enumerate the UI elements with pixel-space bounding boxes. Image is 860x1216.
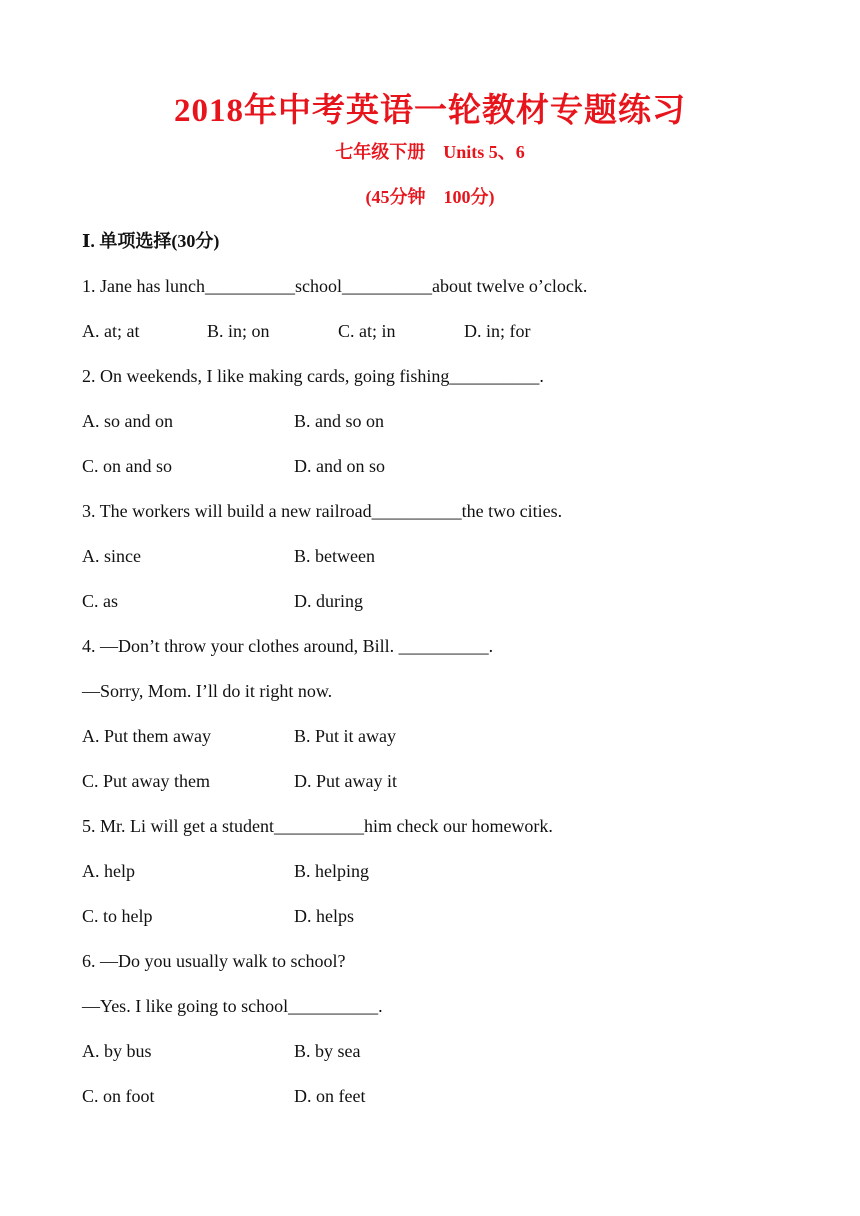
option-a: A. at; at bbox=[82, 321, 140, 341]
option-b: B. Put it away bbox=[294, 726, 396, 746]
option-c: C. on foot bbox=[82, 1086, 155, 1106]
option-b: B. between bbox=[294, 546, 375, 566]
question-stem: 4. —Don’t throw your clothes around, Bill. __________. bbox=[82, 636, 494, 656]
option-d: D. on feet bbox=[294, 1086, 366, 1106]
question-reply: —Sorry, Mom. I’ll do it right now. bbox=[82, 681, 333, 701]
option-d: D. and on so bbox=[294, 456, 385, 476]
option-c: C. at; in bbox=[338, 321, 396, 341]
option-a: A. Put them away bbox=[82, 726, 211, 746]
option-c: C. to help bbox=[82, 906, 153, 926]
question-stem: 2. On weekends, I like making cards, going fishing__________. bbox=[82, 366, 544, 386]
section-heading: Ⅰ. 单项选择(30分) bbox=[82, 231, 220, 251]
option-b: B. by sea bbox=[294, 1041, 361, 1061]
page-title: 2018年中考英语一轮教材专题练习 bbox=[174, 93, 686, 129]
option-c: C. on and so bbox=[82, 456, 172, 476]
question-stem: 1. Jane has lunch__________school__________about twelve o’clock. bbox=[82, 276, 588, 296]
option-a: A. help bbox=[82, 861, 135, 881]
question-reply: —Yes. I like going to school__________. bbox=[82, 996, 383, 1016]
question-stem: 5. Mr. Li will get a student__________him check our homework. bbox=[82, 816, 553, 836]
question-stem: 6. —Do you usually walk to school? bbox=[82, 951, 346, 971]
option-a: A. so and on bbox=[82, 411, 173, 431]
option-d: D. helps bbox=[294, 906, 354, 926]
option-c: C. Put away them bbox=[82, 771, 210, 791]
exam-time: (45分钟 100分) bbox=[365, 187, 495, 207]
option-d: D. during bbox=[294, 591, 363, 611]
option-b: B. in; on bbox=[207, 321, 270, 341]
option-c: C. as bbox=[82, 591, 118, 611]
option-a: A. since bbox=[82, 546, 141, 566]
question-stem: 3. The workers will build a new railroad__________the two cities. bbox=[82, 501, 563, 521]
page-subtitle: 七年级下册 Units 5、6 bbox=[335, 142, 525, 162]
option-a: A. by bus bbox=[82, 1041, 152, 1061]
option-b: B. helping bbox=[294, 861, 369, 881]
option-b: B. and so on bbox=[294, 411, 384, 431]
option-d: D. in; for bbox=[464, 321, 531, 341]
option-d: D. Put away it bbox=[294, 771, 397, 791]
